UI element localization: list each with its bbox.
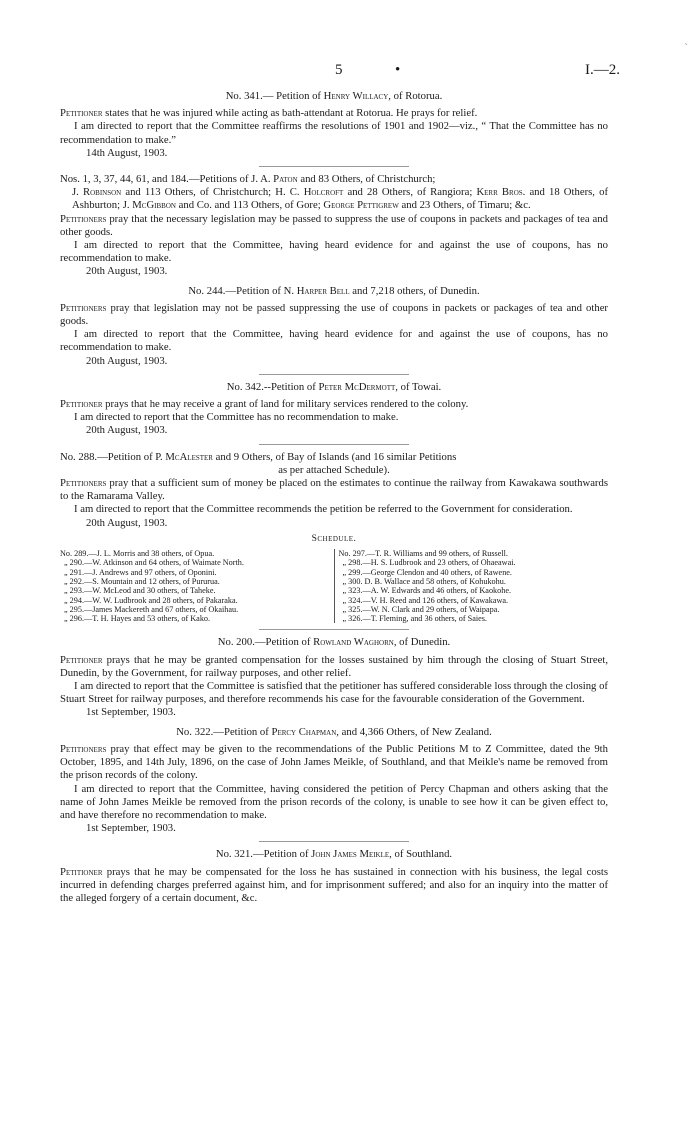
stray-mark: ˋ	[684, 42, 688, 54]
schedule-entry: „ 299.—George Clendon and 40 others, of Rawene.	[342, 567, 512, 577]
schedule-right-column	[334, 549, 609, 623]
divider	[259, 629, 409, 630]
divider	[259, 841, 409, 842]
divider	[259, 444, 409, 445]
schedule-entry: „ 293.—W. McLeod and 30 others, of Taheke.	[64, 586, 216, 596]
report-date: 1st September, 1903.	[86, 822, 176, 835]
divider	[259, 166, 409, 167]
schedule-entry: No. 297.—T. R. Williams and 99 others, of Russell.	[338, 549, 508, 559]
committee-report: I am directed to report that the Committee is satisfied that the petitioner has suffered considerable loss through the closing of Stuart Street for railway purposes, and therefore recommends his case for the favourable consideration of the Government.	[60, 680, 608, 706]
petition-title: No. 200.—Petition of Rowland Waghorn, of Dunedin.	[217, 636, 451, 649]
petition-prayer: Petitioner prays that he may be granted compensation for the losses sustained by him through the closing of Stuart Street, Dunedin, by the Government, for railway purposes, and other relief.	[60, 653, 608, 679]
report-date: 20th August, 1903.	[86, 516, 168, 529]
petition-prayer: Petitioners pray that legislation may not be passed suppressing the use of coupons in packets or packages of tea and other goods.	[60, 301, 608, 328]
petition-322	[60, 726, 608, 836]
header-dot: •	[395, 62, 401, 78]
petition-title: No. 321.—Petition of John James Meikle, of Southland.	[215, 848, 453, 861]
petition-title: No. 244.—Petition of N. Harper Bell and 7,218 others, of Dunedin.	[188, 284, 480, 297]
report-date: 1st September, 1903.	[86, 706, 176, 719]
petition-title-continuation: J. Robinson and 113 Others, of Christchurch; H. C. Holcroft and 28 Others, of Rangiora; Kerr Bros. and 18 Others, of Ashburton; J. McGibbon and Co. and 113 Others, of Gore; George Pettigrew and 23 Others, of Timaru; &c.	[72, 186, 608, 212]
report-date: 14th August, 1903.	[86, 146, 168, 159]
page-header	[60, 62, 620, 84]
schedule-entry: „ 325.—W. N. Clark and 29 others, of Waipapa.	[342, 604, 500, 614]
petition-title: No. 288.—Petition of P. McAlester and 9 Others, of Bay of Islands (and 16 similar Petitions	[60, 450, 457, 463]
petition-title: No. 341.— Petition of Henry Willacy, of Rotorua.	[225, 90, 443, 102]
divider	[259, 374, 409, 375]
petition-prayer: Petitioners pray that the necessary legislation may be passed to suppress the use of coupons in packets and packages of tea and other goods.	[60, 212, 608, 238]
schedule-entry: „ 326.—T. Fleming, and 36 others, of Saies.	[342, 614, 487, 624]
schedule-entry: No. 289.—J. L. Morris and 38 others, of Opua.	[60, 549, 215, 559]
report-date: 20th August, 1903.	[86, 354, 168, 367]
schedule-entry: „ 324.—V. H. Reed and 126 others, of Kawakawa.	[342, 595, 509, 605]
committee-report: I am directed to report that the Committee, having heard evidence for and against the use of coupons, has no recommendation to make.	[60, 328, 608, 354]
schedule-title: Schedule.	[311, 533, 357, 544]
committee-report: I am directed to report that the Committee reaffirms the resolutions of 1901 and 1902—viz., “ That the Committee has no recommendation to make.”	[60, 120, 608, 146]
petition-prayer: Petitioner states that he was injured while acting as bath-attendant at Rotorua. He prays for relief.	[60, 107, 478, 120]
petition-title: No. 342.--Petition of Peter McDermott, of Towai.	[226, 380, 442, 393]
petition-prayer: Petitioner prays that he may be compensated for the loss he has sustained in connection with his business, the legal costs incurred in defending charges preferred against him, and for imprisonment suffered; and also for an inquiry into the matter of the alleged forgery of a certain document, &c.	[60, 865, 608, 904]
report-date: 20th August, 1903.	[86, 265, 168, 278]
petition-341	[60, 90, 608, 160]
petition-342	[60, 381, 608, 438]
schedule-table	[60, 549, 608, 623]
petition-288	[60, 451, 608, 624]
schedule-entry: „ 290.—W. Atkinson and 64 others, of Waimate North.	[64, 558, 244, 568]
committee-report: I am directed to report that the Committee, having heard evidence for and against the use of coupons, has no recommendation to make.	[60, 239, 608, 265]
committee-report: I am directed to report that the Committee, having considered the petition of Percy Chapman and others asking that the name of John James Meikle be removed from the prison records of the colony, is unable to see how it can be given effect to, and have therefore no recommendation to make.	[60, 782, 608, 821]
committee-report: I am directed to report that the Committee recommends the petition be referred to the Government for consideration.	[74, 503, 573, 516]
schedule-entry: „ 292.—S. Mountain and 12 others, of Pururua.	[64, 576, 220, 586]
petition-prayer: Petitioner prays that he may receive a grant of land for military services rendered to the colony.	[60, 398, 469, 411]
schedule-entry: „ 300. D. B. Wallace and 58 others, of Kohukohu.	[342, 576, 506, 586]
schedule-entry: „ 291.—J. Andrews and 97 others, of Oponini.	[64, 567, 217, 577]
petition-title-line: Nos. 1, 3, 37, 44, 61, and 184.—Petitions of J. A. Paton and 83 Others, of Christchurch;	[60, 173, 436, 186]
petition-200	[60, 636, 608, 719]
petition-title: No. 322.—Petition of Percy Chapman, and 4,366 Others, of New Zealand.	[176, 725, 492, 738]
page-number: 5	[335, 62, 343, 78]
petition-title-continuation: as per attached Schedule).	[278, 463, 390, 476]
petition-prayer: Petitioners pray that effect may be given to the recommendations of the Public Petitions M to Z Committee, dated the 9th October, 1895, and 14th July, 1896, on the case of John James Meikle, of Southland, and that Meikle's name be removed from the prison records of the colony.	[60, 742, 608, 782]
petition-prayer: Petitioners pray that a sufficient sum of money be placed on the estimates to continue the railway from Kawakawa southwards to the Ramarama Valley.	[60, 477, 608, 503]
page-reference: I.—2.	[585, 62, 620, 78]
schedule-entry: „ 295.—James Mackereth and 67 others, of Okaihau.	[64, 604, 239, 614]
schedule-entry: „ 298.—H. S. Ludbrook and 23 others, of Ohaeawai.	[342, 558, 516, 568]
schedule-entry: „ 323.—A. W. Edwards and 46 others, of Kaokohe.	[342, 586, 511, 596]
petition-321	[60, 848, 608, 905]
schedule-entry: „ 294.—W. W. Ludbrook and 28 others, of Pakaraka.	[64, 595, 238, 605]
report-date: 20th August, 1903.	[86, 424, 168, 437]
schedule-entry: „ 296.—T. H. Hayes and 53 others, of Kako.	[64, 614, 211, 624]
committee-report: I am directed to report that the Committee has no recommendation to make.	[74, 411, 399, 424]
petition-244	[60, 285, 608, 368]
schedule-left-column	[60, 549, 334, 623]
page	[60, 62, 620, 905]
petition-coupons-christchurch	[60, 173, 608, 279]
